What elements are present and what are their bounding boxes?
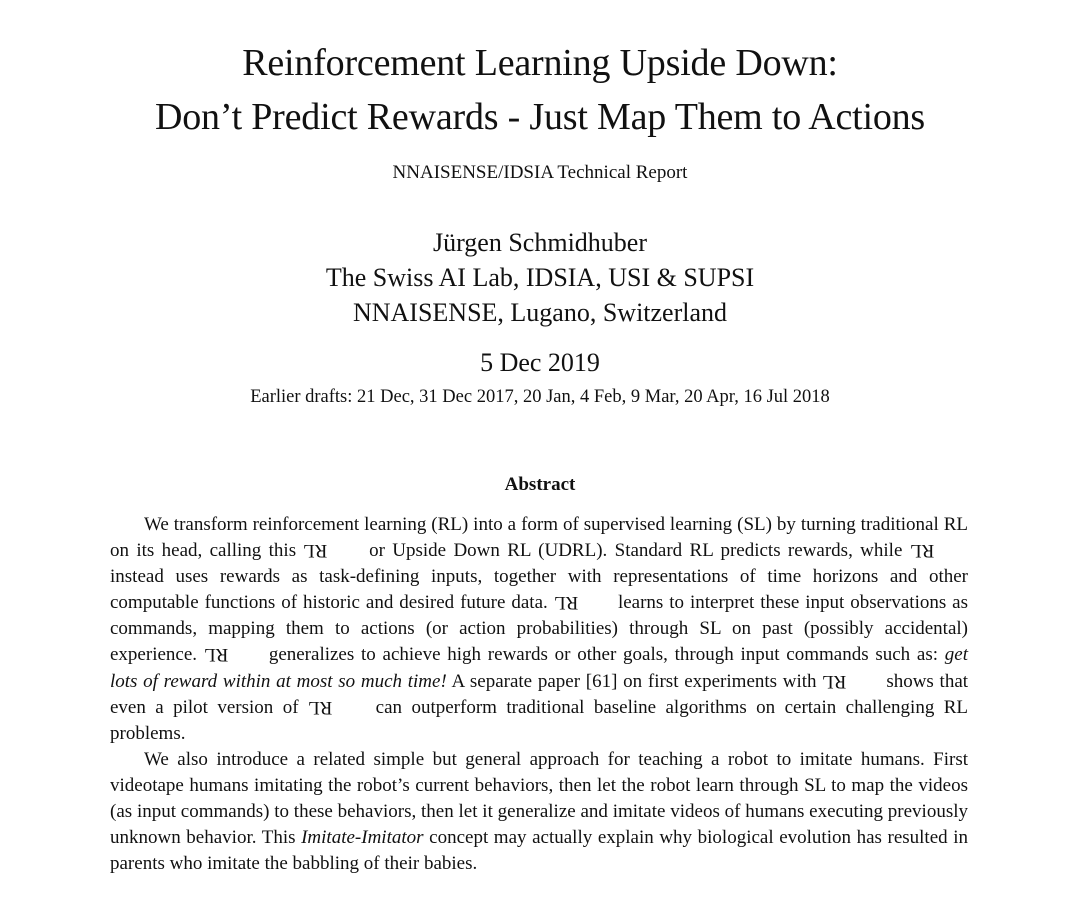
abstract-text: shows that even a pilot version of <box>110 670 969 718</box>
emphasized-term: Imitate-Imitator <box>301 827 424 849</box>
affiliation-2: NNAISENSE, Lugano, Switzerland <box>352 298 728 327</box>
publication-date: 5 Dec 2019 <box>480 348 600 377</box>
abstract-text: learns to interpret these input observations as commands, mapping them to actions (or action probabilities) through SL on past (possibly accidental) experience. <box>110 592 969 666</box>
udrl-symbol: RL <box>553 592 578 614</box>
earlier-drafts: Earlier drafts: 21 Dec, 31 Dec 2017, 20 Jan, 4 Feb, 9 Mar, 20 Apr, 16 Jul 2018 <box>250 387 830 407</box>
udrl-symbol: RL <box>203 644 229 666</box>
abstract-text: concept may actually explain why biological evolution has resulted in parents who imitate the babbling of their babies. <box>110 827 969 875</box>
udrl-symbol: RL <box>303 540 328 562</box>
abstract-paragraph-2 <box>110 747 968 877</box>
abstract-text: A separate paper [61] on first experiments with <box>451 670 817 692</box>
abstract-text: We also introduce a related simple but general approach for teaching a robot to imitate humans. First videotape humans imitating the robot’s current behaviors, then let the robot learn through SL to map the videos (as input commands) to these behaviors, then let it generalize and imitate videos of humans executing previously unknown behavior. This <box>110 748 968 849</box>
abstract-text: generalizes to achieve high rewards or other goals, through input commands such as: <box>268 644 939 666</box>
abstract-paragraph-1 <box>110 512 968 747</box>
title-line-2: Don’t Predict Rewards - Just Map Them to Actions <box>154 96 926 138</box>
title-line-1: Reinforcement Learning Upside Down: <box>242 42 838 84</box>
paper-title <box>0 36 1080 144</box>
emphasized-command: get lots of reward within at most so much time! <box>110 644 969 692</box>
abstract-text: or Upside Down RL (UDRL). Standard RL predicts rewards, while <box>369 540 903 562</box>
abstract-body <box>110 512 968 877</box>
abstract-heading: Abstract <box>504 474 576 495</box>
affiliation-1: The Swiss AI Lab, IDSIA, USI & SUPSI <box>325 263 755 292</box>
abstract-text: instead uses rewards as task-defining inputs, together with representations of time horizons and other computable functions of historic and desired future data. <box>110 566 968 614</box>
udrl-symbol: RL <box>307 696 333 718</box>
udrl-symbol: RL <box>909 540 935 562</box>
author-block <box>0 225 1080 330</box>
abstract-text: We transform reinforcement learning (RL) into a form of supervised learning (SL) by turning traditional RL on its head, calling this <box>110 514 968 562</box>
udrl-symbol: RL <box>822 670 847 692</box>
report-subtitle: NNAISENSE/IDSIA Technical Report <box>392 162 688 183</box>
author-name: Jürgen Schmidhuber <box>433 228 647 257</box>
abstract-text: can outperform traditional baseline algorithms on certain challenging RL problems. <box>110 696 969 744</box>
